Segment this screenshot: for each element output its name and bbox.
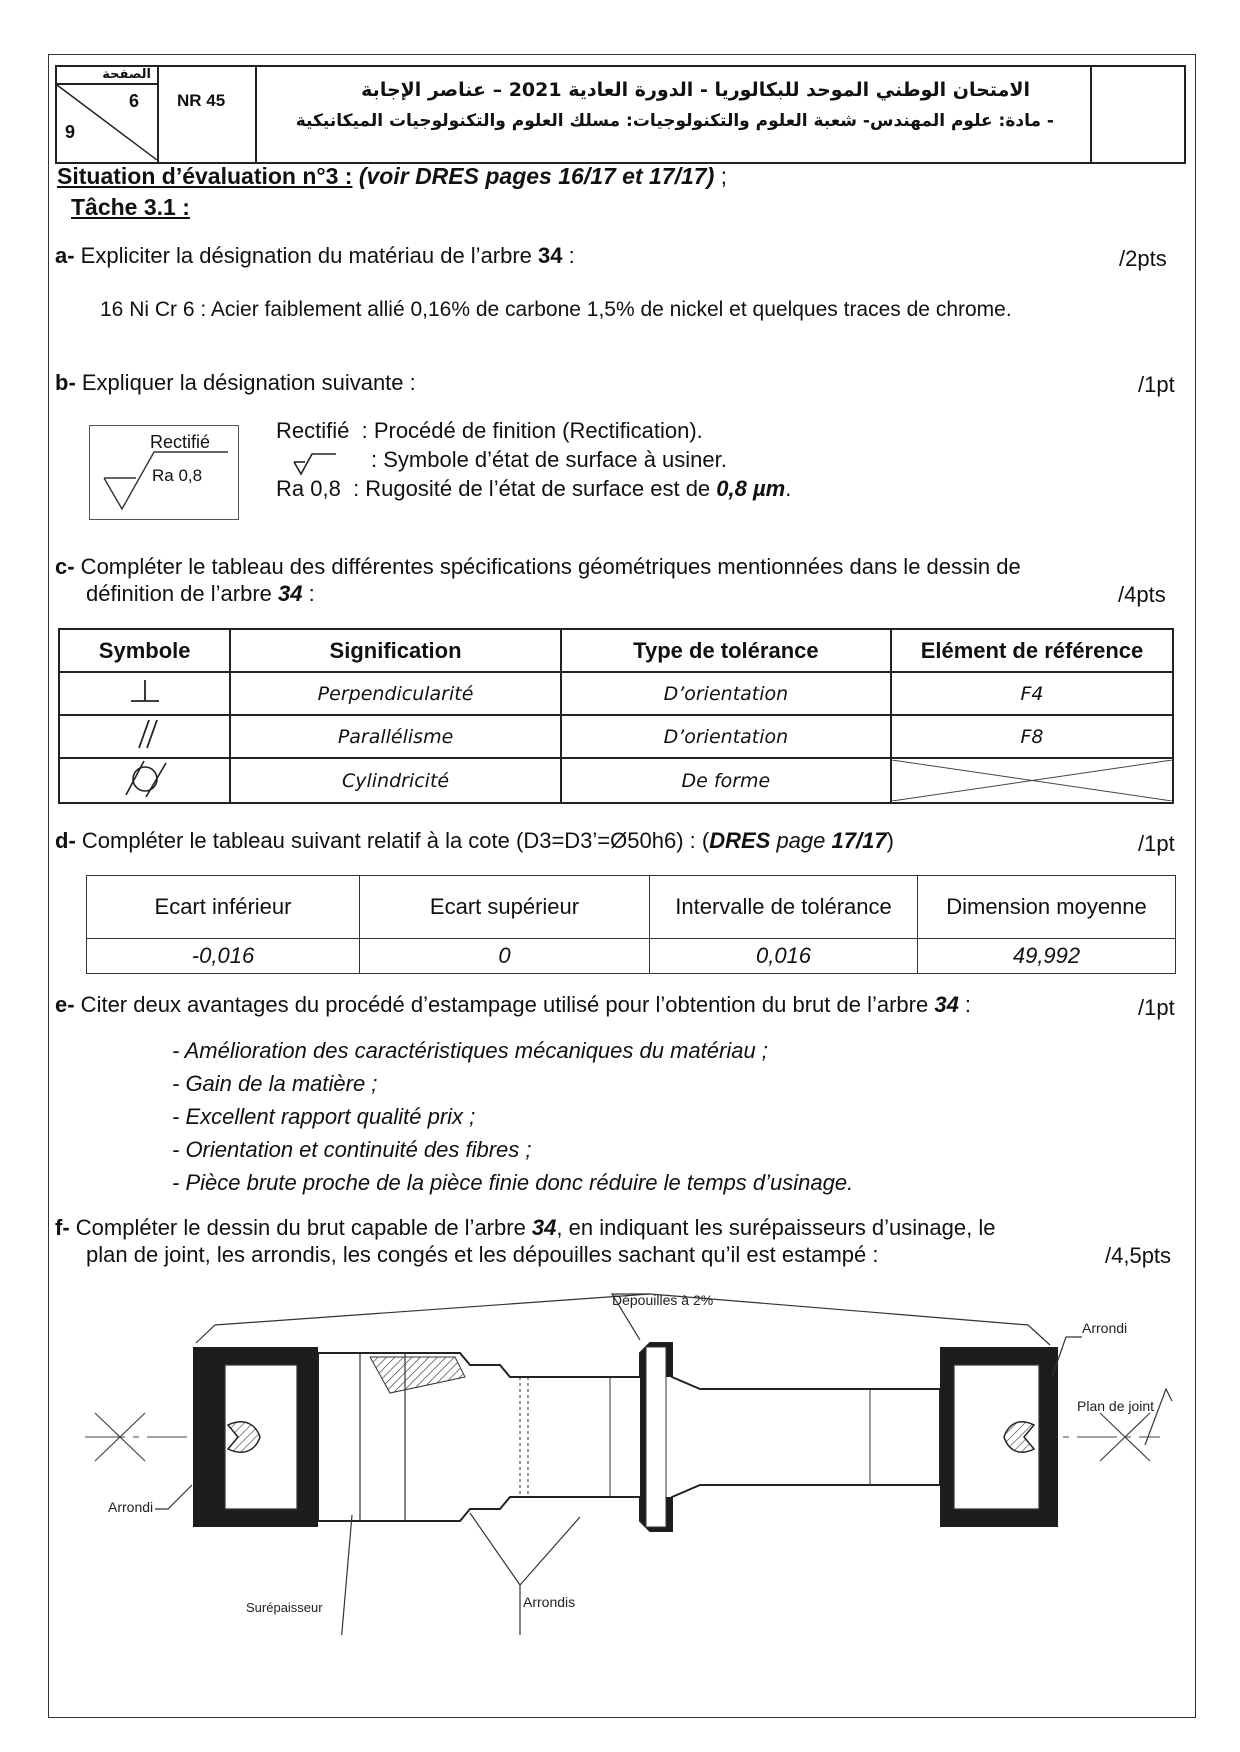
geometric-spec-table	[58, 628, 1174, 804]
table-row	[59, 715, 1173, 758]
exam-title: الامتحان الوطني الموحد للبكالوريا - الدورة العادية 2021 – عناصر الإجابة	[361, 79, 1030, 101]
surface-symbol-box	[89, 425, 239, 520]
symbol-ra: Ra 0,8	[152, 466, 203, 485]
col-header: Ecart inférieur	[87, 876, 360, 939]
list-item: - Amélioration des caractéristiques mécaniques du matériau ;	[172, 1038, 768, 1063]
question-e-end: :	[958, 992, 972, 1017]
perpendicularity-icon	[59, 672, 230, 715]
question-b-label: b-	[55, 370, 76, 395]
symbol-explanation	[276, 416, 791, 503]
table-cell: -0,016	[87, 939, 360, 974]
label-plan-de-joint: Plan de joint	[1077, 1398, 1155, 1414]
exam-subject: - مادة: علوم المهندس- شعبة العلوم والتكنولوجيات: مسلك العلوم والتكنولوجيات الميكانيكية	[295, 111, 1054, 131]
situation-heading	[57, 163, 727, 190]
question-d-label: d-	[55, 828, 76, 853]
question-c	[55, 553, 1180, 607]
def-ra: : Rugosité de l’état de surface est de	[353, 476, 717, 501]
def-symbol: : Symbole d’état de surface à usiner.	[371, 447, 727, 472]
list-item: - Gain de la matière ;	[172, 1071, 378, 1096]
ra-value: 0,8 µm	[716, 476, 786, 501]
question-c-points: /4pts	[1118, 582, 1166, 607]
question-d-end: )	[886, 828, 894, 853]
label-arrondi-left: Arrondi	[108, 1499, 154, 1515]
list-item: - Excellent rapport qualité prix ;	[172, 1104, 476, 1129]
question-c-num: 34	[278, 581, 303, 606]
question-f-line1-end: , en indiquant les surépaisseurs d’usinage, le	[556, 1215, 996, 1240]
situation-ref: (voir DRES pages 16/17 et 17/17)	[358, 163, 715, 189]
table-cell: Parallélisme	[230, 715, 560, 758]
list-item: - Pièce brute proche de la pièce finie donc réduire le temps d’usinage.	[172, 1170, 854, 1195]
page-number-cell	[57, 67, 159, 162]
table-row	[59, 672, 1173, 715]
label-arrondi-top: Arrondi	[1082, 1320, 1128, 1336]
collar-inner	[646, 1347, 666, 1527]
table-header-row	[87, 876, 1176, 939]
question-f-num: 34	[531, 1215, 557, 1240]
crossed-empty-cell	[891, 758, 1173, 803]
situation-title: Situation d’évaluation n°3 :	[57, 163, 353, 189]
list-item: - Orientation et continuité des fibres ;	[172, 1137, 532, 1162]
inner-zone-left	[225, 1365, 297, 1509]
def-rectifie: : Procédé de finition (Rectification).	[361, 418, 703, 443]
question-a-end: :	[562, 243, 575, 268]
title-cell	[255, 67, 1092, 162]
question-d	[55, 828, 894, 854]
col-header: Symbole	[59, 629, 230, 672]
page-total: 9	[65, 122, 76, 142]
page-number: 6	[129, 91, 140, 111]
question-b	[55, 370, 416, 396]
term-ra: Ra 0,8	[276, 476, 341, 501]
question-c-label: c-	[55, 554, 75, 579]
question-c-line2: définition de l’arbre	[86, 581, 279, 606]
answer-a: 16 Ni Cr 6 : Acier faiblement allié 0,16% de carbone 1,5% de nickel et quelques traces de chrome.	[100, 298, 1012, 321]
question-a-num: 34	[538, 243, 563, 268]
col-header: Ecart supérieur	[360, 876, 650, 939]
col-header: Dimension moyenne	[918, 876, 1176, 939]
table-row	[59, 758, 1173, 803]
label-arrondis: Arrondis	[523, 1594, 576, 1610]
table-cell: De forme	[561, 758, 891, 803]
col-header: Signification	[230, 629, 560, 672]
question-f-line2: plan de joint, les arrondis, les congés et les dépouilles sachant qu’il est estampé :	[86, 1242, 879, 1267]
question-b-points: /1pt	[1138, 372, 1175, 397]
question-d-points: /1pt	[1138, 831, 1175, 856]
table-cell: 0	[360, 939, 650, 974]
question-c-line1: Compléter le tableau des différentes spécifications géométriques mentionnées dans le dessin de	[74, 554, 1021, 579]
task-heading: Tâche 3.1 :	[71, 194, 190, 220]
col-header: Type de tolérance	[561, 629, 891, 672]
inner-zone-right	[954, 1365, 1039, 1509]
code-cell	[157, 67, 257, 162]
term-rectifie: Rectifié	[276, 418, 350, 443]
question-f-points: /4,5pts	[1105, 1243, 1172, 1268]
question-d-ref3: 17/17	[831, 828, 887, 853]
table-cell: 0,016	[650, 939, 918, 974]
question-e-points: /1pt	[1138, 995, 1175, 1020]
question-f	[55, 1214, 1180, 1268]
question-f-label: f-	[55, 1215, 70, 1240]
table-cell: F8	[891, 715, 1173, 758]
situation-ref-end: ;	[714, 163, 728, 189]
question-e-label: e-	[55, 992, 75, 1017]
question-e	[55, 992, 971, 1018]
question-d-ref2: page	[770, 828, 832, 853]
tolerance-table	[86, 875, 1176, 974]
table-cell: F4	[891, 672, 1173, 715]
question-a	[55, 243, 575, 269]
question-a-label: a-	[55, 243, 75, 268]
exam-header	[55, 65, 1186, 164]
col-header: Elément de référence	[891, 629, 1173, 672]
question-d-text: Compléter le tableau suivant relatif à la cote (D3=D3’=Ø50h6) : (	[75, 828, 710, 853]
question-f-line1: Compléter le dessin du brut capable de l’arbre	[69, 1215, 532, 1240]
table-cell: Cylindricité	[230, 758, 560, 803]
question-c-end: :	[302, 581, 315, 606]
table-cell: D’orientation	[561, 672, 891, 715]
question-e-num: 34	[934, 992, 959, 1017]
question-a-points: /2pts	[1119, 246, 1167, 271]
symbol-word: Rectifié	[150, 432, 211, 452]
exam-code: NR 45	[177, 91, 226, 110]
question-e-text: Citer deux avantages du procédé d’estampage utilisé pour l’obtention du brut de l’arbre	[74, 992, 935, 1017]
parallelism-icon	[59, 715, 230, 758]
label-depouilles: Dépouilles à 2%	[612, 1292, 714, 1308]
def-ra-end: .	[785, 476, 792, 501]
table-cell: D’orientation	[561, 715, 891, 758]
cylindricity-icon	[59, 758, 230, 803]
col-header: Intervalle de tolérance	[650, 876, 918, 939]
forged-shaft-drawing	[0, 1285, 1240, 1635]
question-a-text: Expliciter la désignation du matériau de l’arbre	[74, 243, 539, 268]
table-cell: 49,992	[918, 939, 1176, 974]
table-cell: Perpendicularité	[230, 672, 560, 715]
table-header-row	[59, 629, 1173, 672]
page-label: الصفحة	[57, 67, 157, 85]
table-row	[87, 939, 1176, 974]
label-surepaisseur: Surépaisseur	[246, 1600, 323, 1615]
question-b-text: Expliquer la désignation suivante :	[75, 370, 416, 395]
question-d-ref: DRES	[709, 828, 771, 853]
